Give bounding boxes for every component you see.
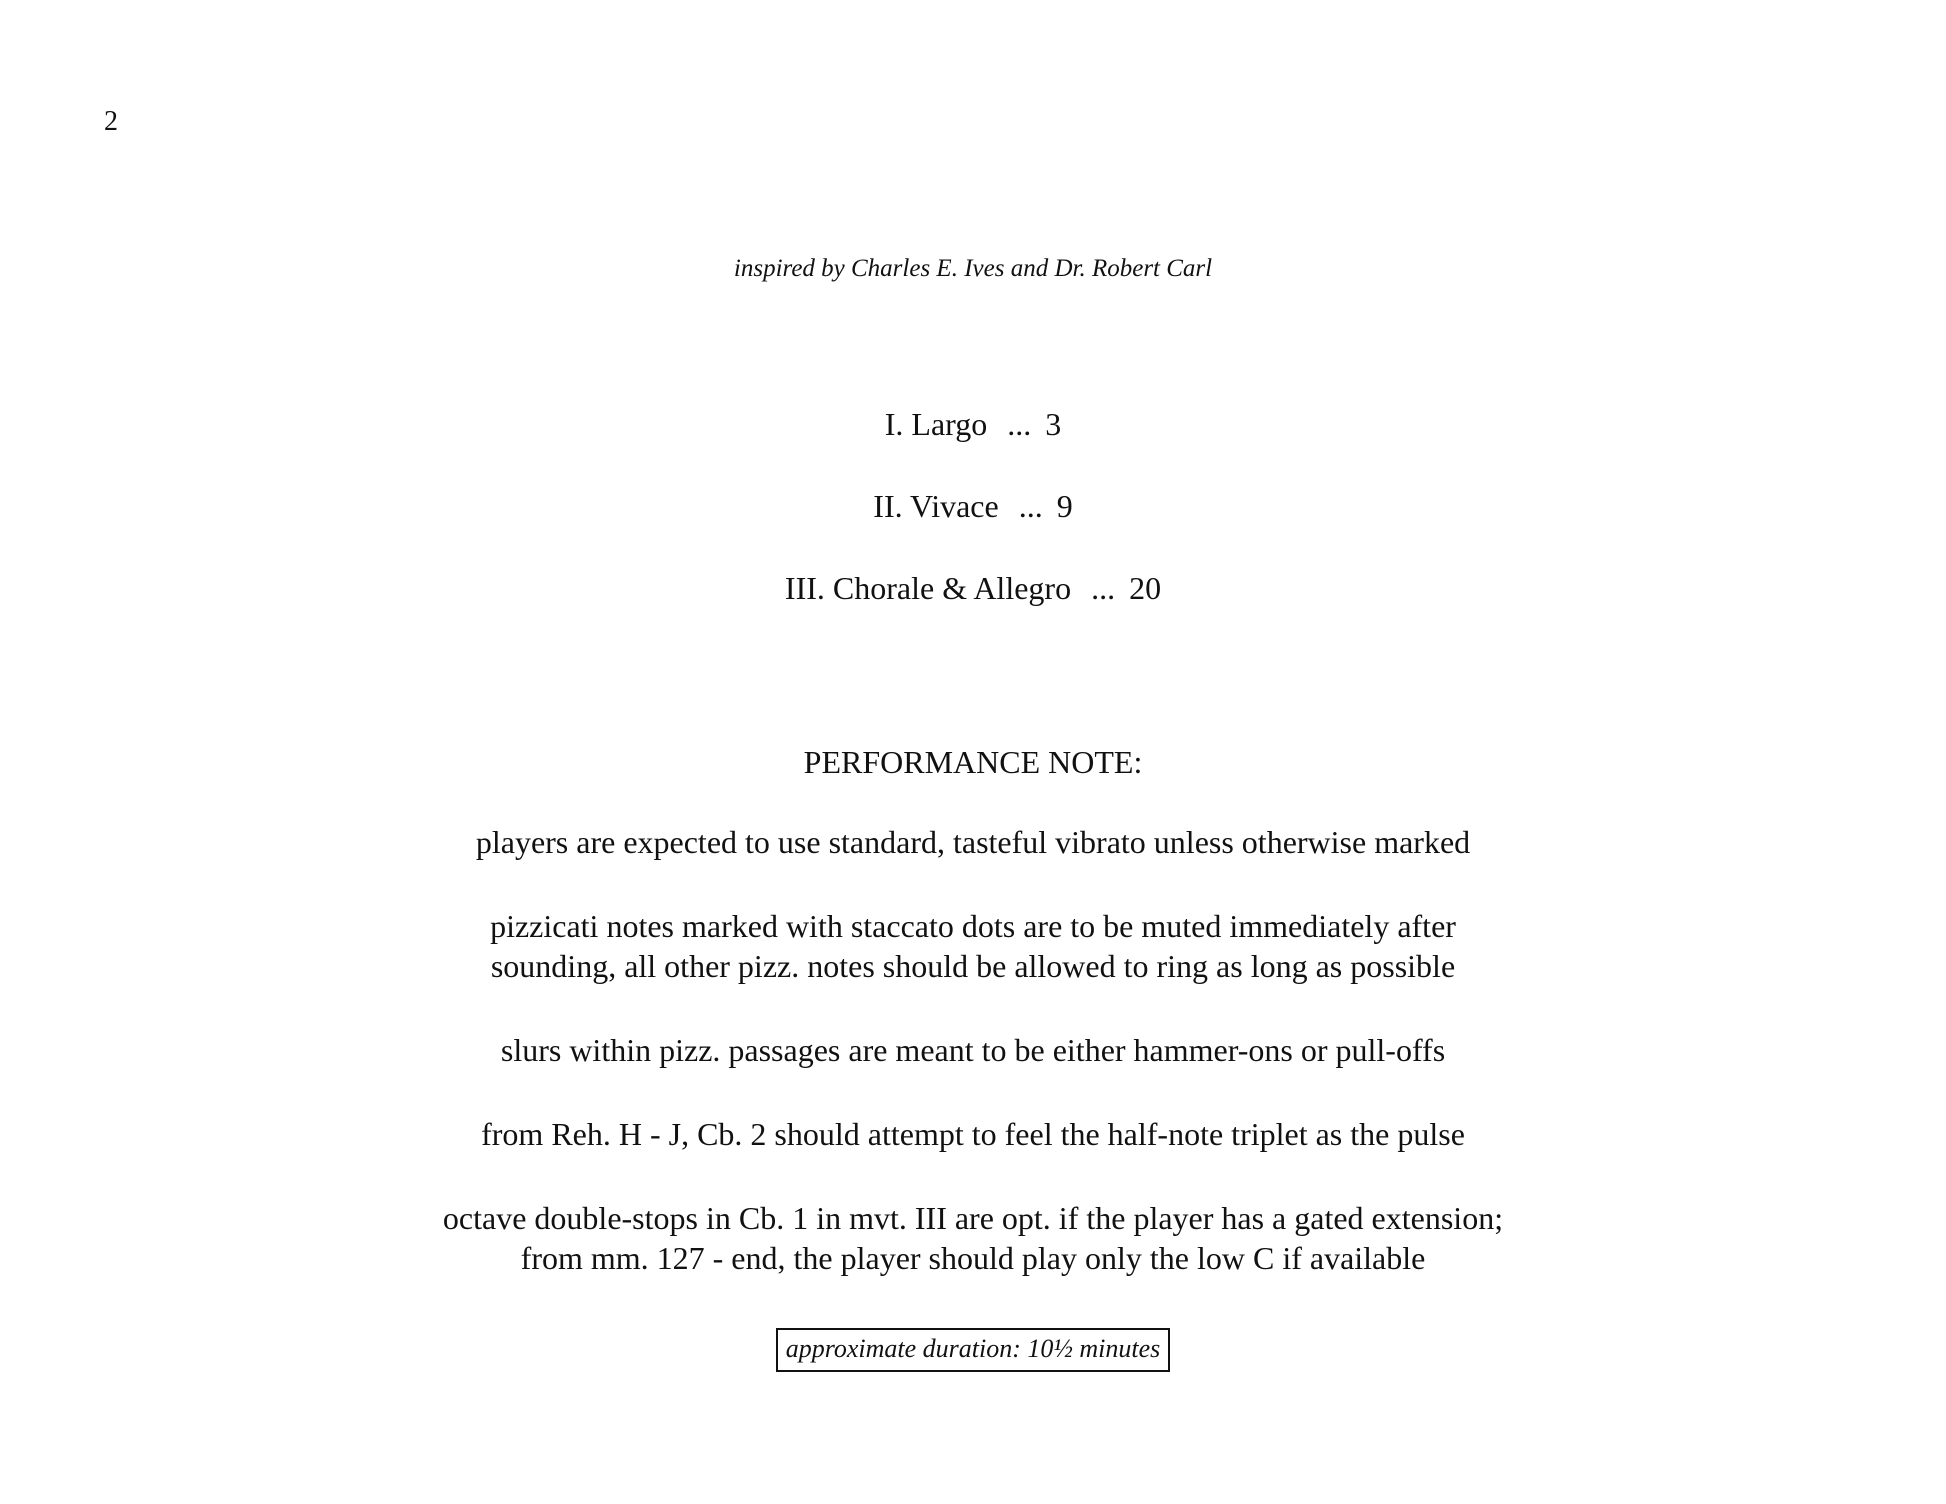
note-line: octave double-stops in Cb. 1 in mvt. III are opt. if the player has a gated extension; — [442, 1200, 1504, 1236]
toc-title: III. Chorale & Allegro — [784, 570, 1072, 606]
page-number: 2 — [104, 106, 118, 137]
toc-page: 3 — [1045, 406, 1062, 442]
performance-notes — [0, 822, 1946, 1278]
note-line: slurs within pizz. passages are meant to be either hammer-ons or pull-offs — [500, 1032, 1446, 1068]
note-triplet — [0, 1114, 1946, 1198]
note-slurs — [0, 1030, 1946, 1114]
table-of-contents — [0, 404, 1946, 650]
toc-page: 9 — [1056, 488, 1073, 524]
note-double-stops — [0, 1198, 1946, 1278]
note-line: pizzicati notes marked with staccato dots are to be muted immediately after — [490, 908, 1456, 944]
note-line: sounding, all other pizz. notes should be allowed to ring as long as possible — [490, 948, 1456, 984]
toc-dots: ... — [1091, 570, 1116, 606]
toc-dots: ... — [1018, 488, 1043, 524]
note-pizzicati — [0, 906, 1946, 1030]
dedication: inspired by Charles E. Ives and Dr. Robert Carl — [733, 255, 1213, 282]
duration-box: approximate duration: 10½ minutes — [776, 1328, 1171, 1372]
duration-container — [0, 1328, 1946, 1372]
note-line: players are expected to use standard, tasteful vibrato unless otherwise marked — [475, 824, 1471, 860]
toc-entry-3 — [0, 568, 1946, 650]
note-line: from Reh. H - J, Cb. 2 should attempt to feel the half-note triplet as the pulse — [481, 1116, 1465, 1152]
toc-dots: ... — [1007, 406, 1032, 442]
toc-title: I. Largo — [884, 406, 988, 442]
performance-note-heading: PERFORMANCE NOTE: — [803, 744, 1143, 780]
toc-entry-1 — [0, 404, 1946, 486]
toc-title: II. Vivace — [873, 488, 999, 524]
note-vibrato — [0, 822, 1946, 906]
note-line: from mm. 127 - end, the player should play only the low C if available — [520, 1240, 1426, 1276]
toc-page: 20 — [1129, 570, 1162, 606]
toc-entry-2 — [0, 486, 1946, 568]
